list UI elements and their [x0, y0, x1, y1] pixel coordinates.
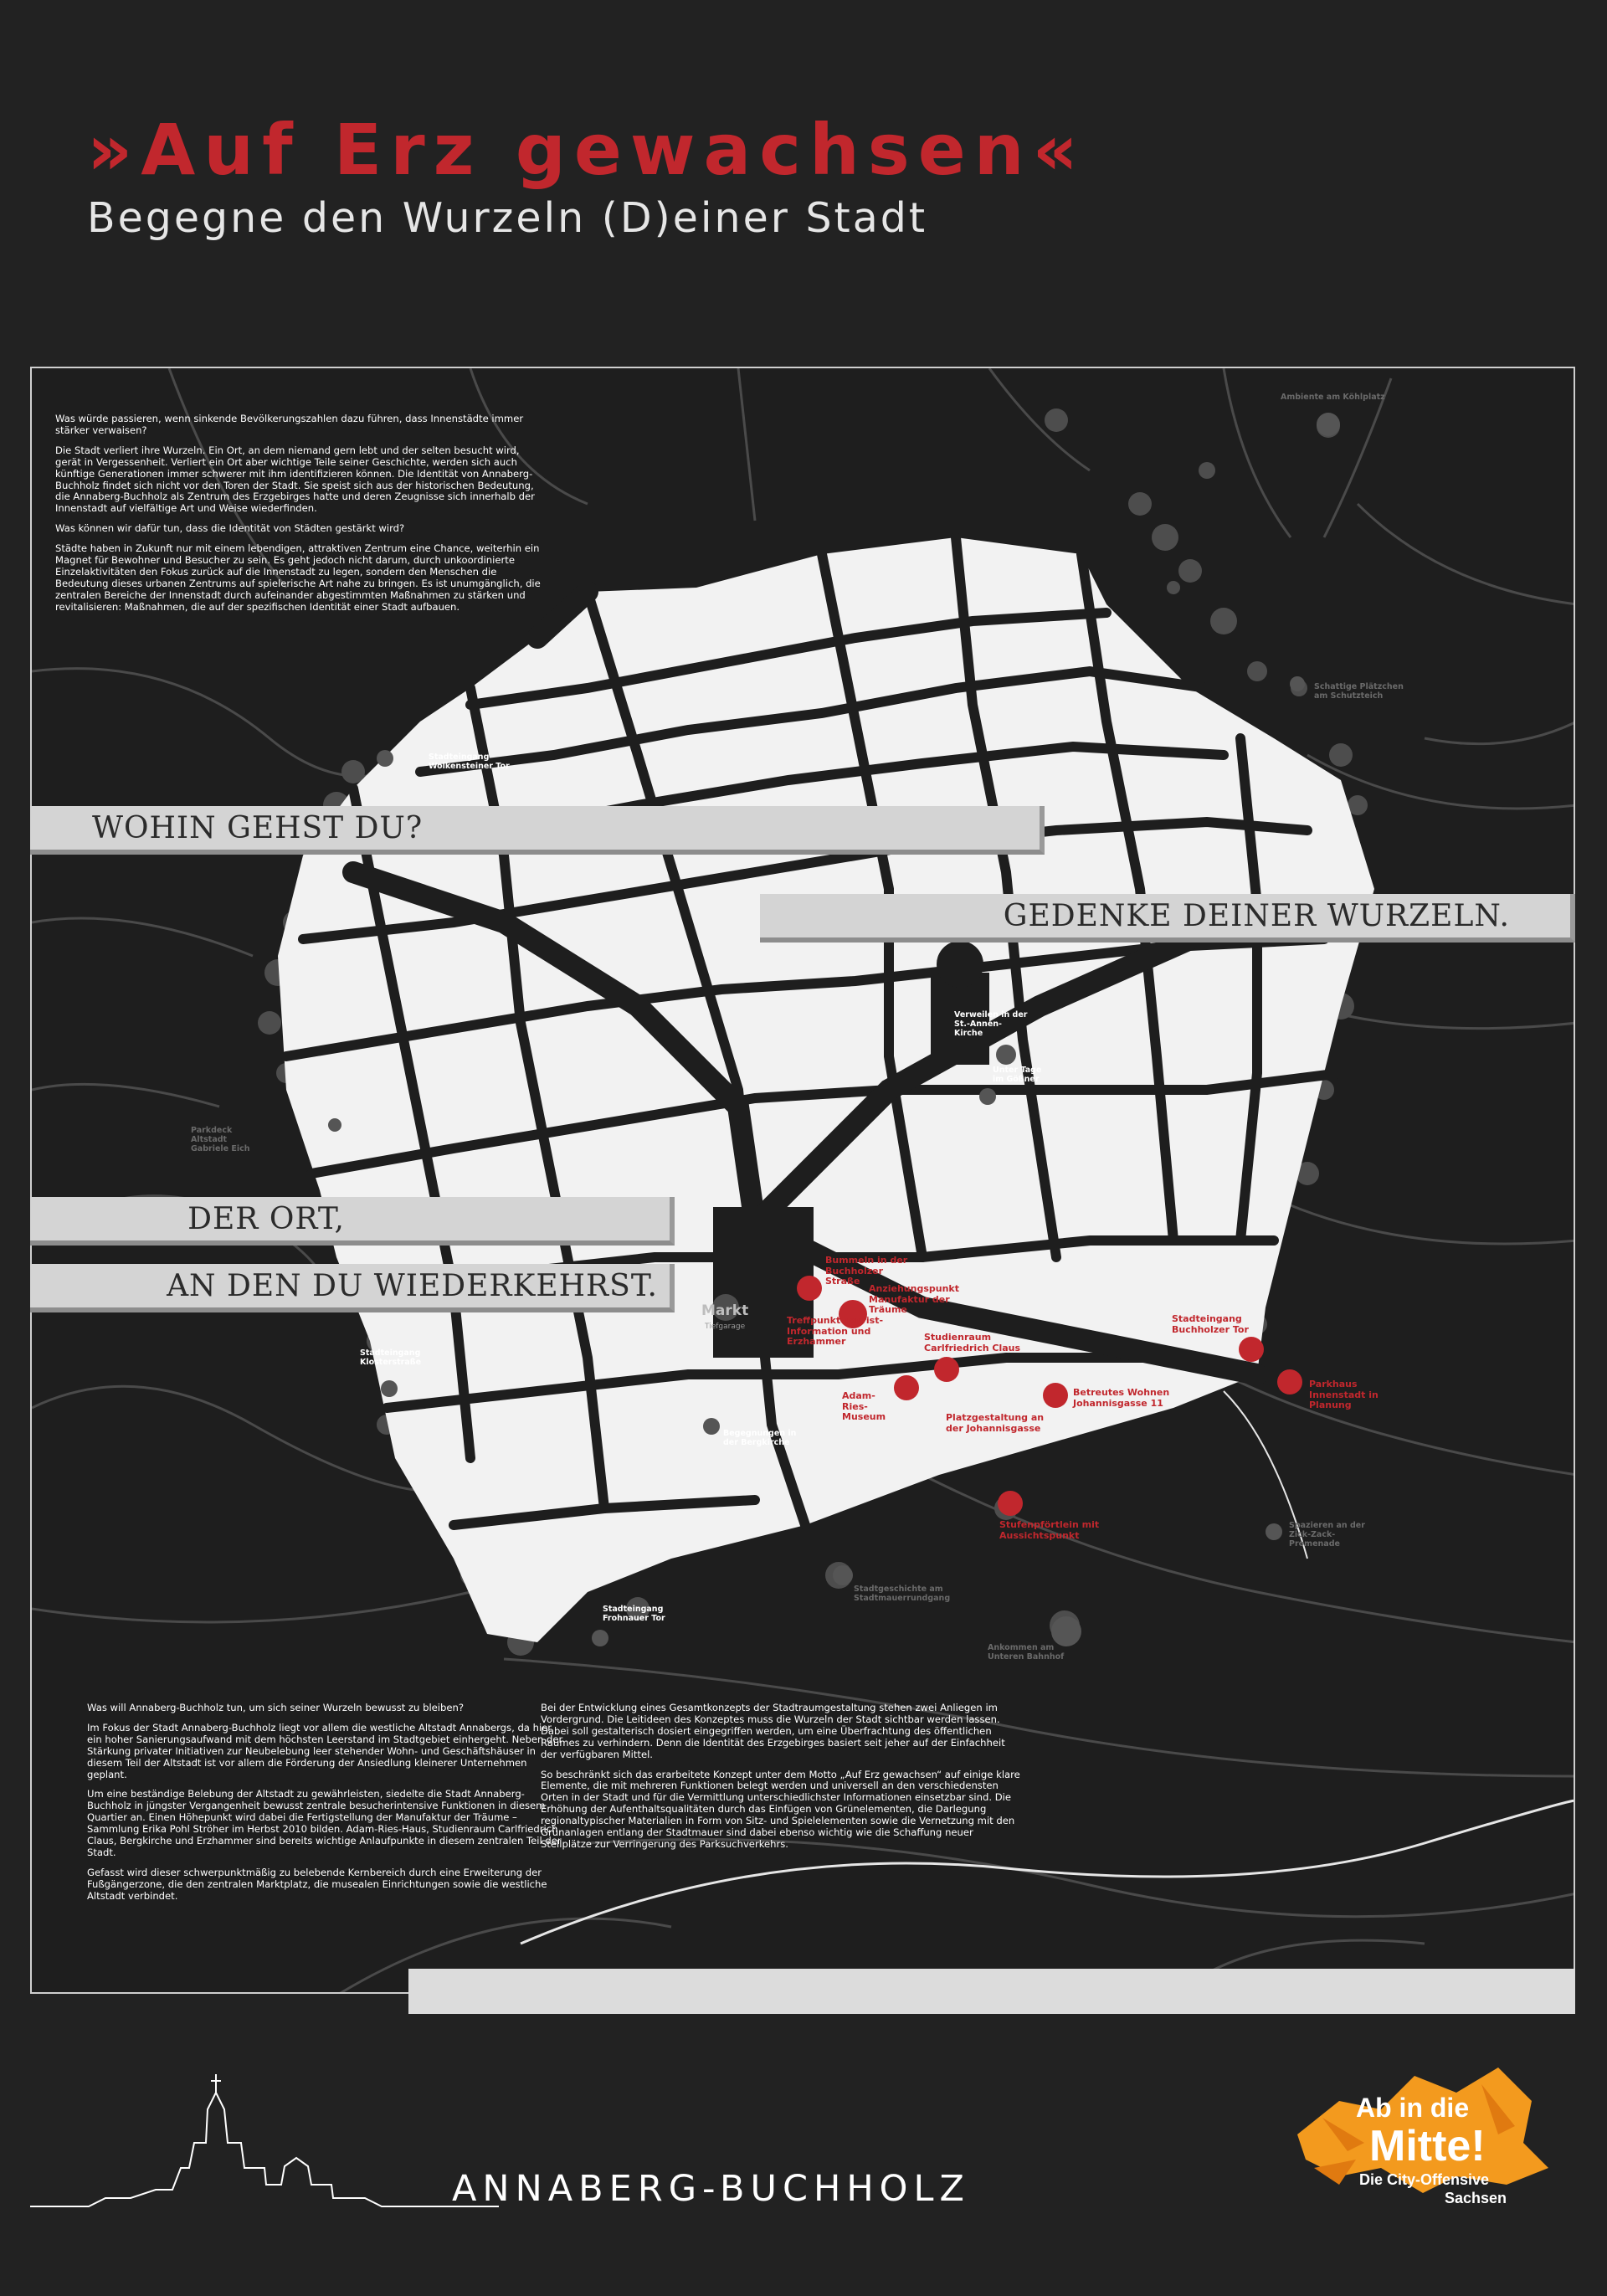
logo-line-1: Ab in die	[1356, 2093, 1470, 2123]
poi-parkhaus[interactable]	[1277, 1369, 1302, 1395]
banner-gedenke-text: GEDENKE DEINER WURZELN.	[1003, 898, 1510, 933]
left-question: Was will Annaberg-Buchholz tun, um sich seiner Wurzeln bewusst zu bleiben?	[87, 1702, 465, 1713]
label-treffpunkt: Treffpunkt Tourist-Information und Erzhammer	[787, 1315, 884, 1348]
label-parkdeck: Parkdeck Altstadt Gabriele Eich	[191, 1126, 250, 1153]
poster-subtitle: Begegne den Wurzeln (D)einer Stadt	[87, 194, 928, 242]
right-paragraph-1: Bei der Entwicklung eines Gesamtkonzepts der Stadtraumgestaltung stehen zwei Anliegen im Vordergrund. Die Leitideen des Konzeptes muss die Wurzeln der Stadt sichtbar werden lassen. Dabei soll gestalterisch dosiert eingegriffen werden, um eine Überfrachtung des öffentlichen Raumes zu verhindern. Denn die Identität des Erzgebirges basiert seit jeher auf der Einfachheit der verfügbaren Mittel.	[541, 1702, 1005, 1760]
logo-line-3: Die City-Offensive	[1359, 2171, 1490, 2188]
banner-wiederkehrst-text: AN DEN DU WIEDERKEHRST.	[167, 1268, 658, 1303]
label-schattige: Schattige Plätzchen am Schutzteich	[1314, 682, 1404, 701]
left-paragraph-3: Gefasst wird dieser schwerpunktmäßig zu belebende Kernbereich durch eine Erweiterung der Fußgängerzone, die den zentralen Marktplatz, die musealen Einrichtungen sowie die westliche Altstadt verbindet.	[87, 1866, 547, 1902]
text-column-right	[541, 1703, 1022, 1859]
banner-wohin-text: WOHIN GEHST DU?	[92, 810, 424, 845]
poi-buchholzer-tor[interactable]	[1239, 1337, 1264, 1362]
label-frohnauer: Stadteingang Frohnauer Tor	[603, 1605, 665, 1623]
banner-wohin	[30, 806, 1045, 855]
intro-paragraph-1: Die Stadt verliert ihre Wurzeln. Ein Ort, an dem niemand gern lebt und der selten besucht wird, gerät in Vergessenheit. Verliert ein Ort aber wichtige Teile seiner Geschichte, werden sich auch künftige Generationen immer schwerer mit ihm identifizieren können. Die Identität von Annaberg-Buchholz findet sich nicht vor den Toren der Stadt. Sie speist sich aus der historischen Bedeutung, die Annaberg-Buchholz als Zentrum des Erzgebirges hatte und deren Zeugnisse sich innerhalb der Innenstadt auf vielfältige Art und Weise wiederfinden.	[55, 444, 535, 515]
label-verweilen: Verweilen in der St.-Annen-Kirche	[954, 1010, 1028, 1038]
ab-in-die-mitte-logo	[1289, 2067, 1557, 2227]
label-studienraum: Studienraum Carlfriedrich Claus	[924, 1332, 1021, 1353]
label-tiefgarage: Tiefgarage	[705, 1323, 746, 1331]
label-ankommen: Ankommen am Unteren Bahnhof	[988, 1643, 1065, 1662]
poi-betreutes[interactable]	[1043, 1383, 1068, 1408]
label-wolkenstein: Stadteingang Wolkensteiner Tor	[429, 752, 510, 771]
left-paragraph-1: Im Fokus der Stadt Annaberg-Buchholz liegt vor allem die westliche Altstadt Annabergs, da hier ein hoher Sanierungsaufwand mit dem höchsten Leerstand im Stadtgebiet einhergeht. Neben der Stärkung privater Initiativen zur Neubelebung leer stehender Wohn- und Geschäftshäuser in diesem Teil der Altstadt ist vor allem die Förderung der Ansiedlung kleinerer Unternehmen geplant.	[87, 1721, 563, 1780]
label-stadtmauer: Stadtgeschichte am Stadtmauerrundgang	[854, 1585, 951, 1603]
poi-bummeln[interactable]	[797, 1276, 822, 1301]
label-betreutes: Betreutes Wohnen Johannisgasse 11	[1073, 1387, 1170, 1409]
city-name: ANNABERG-BUCHHOLZ	[452, 2168, 970, 2210]
label-spazieren: Spazieren an der Zick-Zack-Promenade	[1289, 1521, 1365, 1549]
poi-studienraum[interactable]	[934, 1357, 959, 1382]
banner-gedenke	[760, 894, 1575, 943]
intro-question-2: Was können wir dafür tun, dass die Identität von Städten gestärkt wird?	[55, 522, 405, 535]
banner-wiederkehrst	[30, 1264, 675, 1312]
text-column-left	[87, 1703, 568, 1911]
label-parkhaus: Parkhaus Innenstadt in Planung	[1309, 1379, 1379, 1411]
skyline-outline	[30, 2042, 499, 2210]
label-platzgestaltung: Platzgestaltung an der Johannisgasse	[946, 1412, 1045, 1434]
footer-bar	[408, 1969, 1575, 2014]
left-paragraph-2: Um eine beständige Belebung der Altstadt zu gewährleisten, siedelte die Stadt Annaberg-Buchholz in jüngster Vergangenheit bewusst zentrale besucherintensive Funktionen in diesem Quartier an. Einen Höhepunkt wird dabei die Fertigstellung der Manufaktur der Träume – Sammlung Erika Pohl Ströher im Herbst 2010 bilden. Adam-Ries-Haus, Studienraum Carlfriedrich Claus, Bergkirche und Erzhammer sind bereits wichtige Anlaufpunkte in diesem zentralen Teil der Stadt.	[87, 1788, 562, 1858]
logo-line-4: Sachsen	[1445, 2190, 1507, 2206]
label-adam-ries: Adam-Ries-Museum	[842, 1390, 886, 1423]
poi-stufenpfoertlein[interactable]	[998, 1491, 1023, 1516]
banner-ort-text: DER ORT,	[187, 1201, 345, 1236]
label-unter-tage: Unter Tage im Gößner	[993, 1066, 1042, 1084]
label-anziehung: Anziehungspunkt Manufaktur der Träume	[869, 1283, 960, 1316]
intro-question-1: Was würde passieren, wenn sinkende Bevölkerungszahlen dazu führen, dass Innenstädte immer stärker verwaisen?	[55, 413, 524, 436]
logo-line-2: Mitte!	[1369, 2122, 1486, 2170]
label-begegnungen: Begegnungen in der Bergkirche	[723, 1429, 797, 1447]
poster-title: »Auf Erz gewachsen«	[87, 109, 1086, 191]
church-apse	[937, 941, 983, 988]
label-buchholzer-tor: Stadteingang Buchholzer Tor	[1172, 1313, 1249, 1335]
label-ambiente: Ambiente am Köhlplatz	[1281, 393, 1385, 402]
label-markt: Markt	[701, 1302, 749, 1319]
right-paragraph-2: So beschränkt sich das erarbeitete Konzept unter dem Motto „Auf Erz gewachsen“ auf einige klare Elemente, die mit mehreren Funktionen belegt werden und universell an den verschiedensten Orten in der Stadt und für die Vermittlung unterschiedlichster Informationen einsetzbar sind. Die Erhöhung der Aufenthaltsqualitäten durch das Einfügen von Grünelementen, die Darlegung regionaltypischer Materialien in Form von Sitz- und Spielelementen sowie die Vernetzung mit den Grünanlagen entlang der Stadtmauer sind dabei ebenso wichtig wie die Schaffung neuer Stellplätze zur Verringerung des Parksuchverkehrs.	[541, 1768, 1020, 1850]
intro-text	[55, 413, 541, 622]
banner-ort	[30, 1197, 675, 1246]
label-kloster: Stadteingang Klosterstraße	[360, 1348, 422, 1367]
label-bummeln: Bummeln in der Buchholzer Straße	[825, 1255, 908, 1287]
label-stufenpfoertlein: Stufenpförtlein mit Aussichtspunkt	[999, 1519, 1100, 1541]
intro-paragraph-2: Städte haben in Zukunft nur mit einem lebendigen, attraktiven Zentrum eine Chance, weiterhin ein Magnet für Bewohner und Besucher zu sein. Es geht jedoch nicht darum, durch unkoordinierte Einzelaktivitäten den Fokus zurück auf die Innenstadt zu legen, sondern den Menschen die Bedeutung dieses urbanen Zentrums auf spielerische Art nahe zu bringen. Es ist unumgänglich, die zentralen Bereiche der Innenstadt durch aufeinander abgestimmten Maßnahmen zu stärken und revitalisieren: Maßnahmen, die auf der spezifischen Identität einer Stadt aufbauen.	[55, 542, 541, 613]
